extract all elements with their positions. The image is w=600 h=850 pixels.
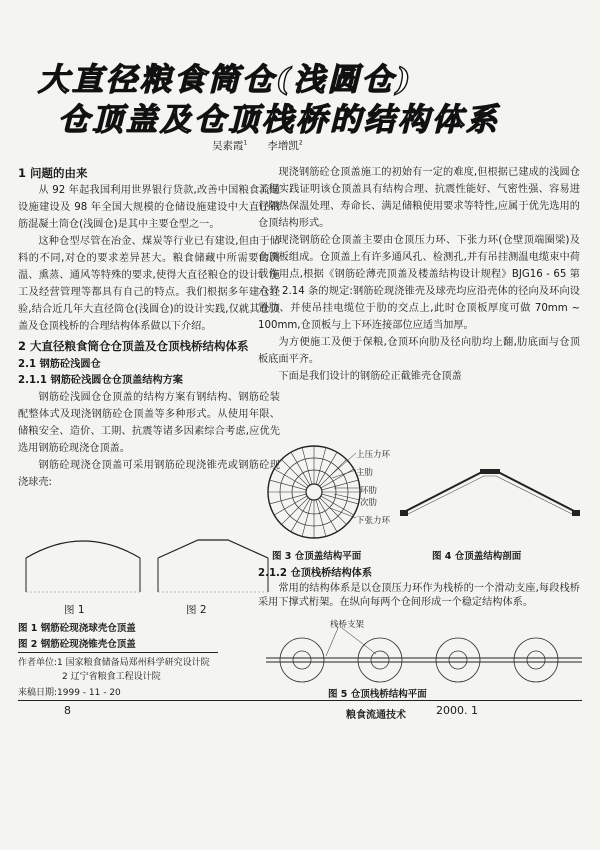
section-1-heading: 1 问题的由来 xyxy=(18,166,88,180)
journal-issue: 2000. 1 xyxy=(436,704,478,717)
figure-3-leader-lines xyxy=(330,448,364,528)
section-2-1-2-paragraph: 常用的结构体系是以仓顶压力环作为栈桥的一个滑动支座,每段栈桥采用下撑式桁架。在纵向每两个仓间形成一个稳定结构体系。 xyxy=(258,583,580,608)
figure-1-2-drawings xyxy=(18,530,280,598)
figure-1-spherical-shell xyxy=(26,541,140,592)
right-paragraph-4: 下面是我们设计的钢筋砼正截锥壳仓顶盖 xyxy=(278,371,462,382)
figure-5-plan xyxy=(266,628,582,684)
right-paragraph-3: 为方便施工及便于保粮,仓顶环向肋及径向肋均上翻,肋底面与仓顶板底面平齐。 xyxy=(258,337,580,365)
figure-5-label: 栈桥支架 xyxy=(330,620,365,630)
section-1-paragraph-2: 这种仓型尽管在冶金、煤炭等行业已有建设,但由于储料的不同,对仓的要求差异甚大。粮食储藏中所需要的测温、熏蒸、通风等特殊的要求,使得大直径粮仓的设计、施工及经营管理等都具有自己的特点。我们根据多年建仓经验,结合近几年大直径筒仓(浅圆仓)的设计实践,仅就其仓顶盖及仓顶栈桥的合理结构体系做以下介绍。 xyxy=(18,236,280,332)
fig3-label-top-ring: 上压力环 xyxy=(356,450,391,460)
figure-5-caption: 图 5 仓顶栈桥结构平面 xyxy=(328,689,427,700)
section-1-paragraph-1: 从 92 年起我国利用世界银行贷款,改善中国粮食流通设施建设及 98 年全国大规模的仓储设施建设中大直径钢筋混凝土筒仓(浅圆仓)是其中主要仓型之一。 xyxy=(18,185,280,230)
author-2: 李增凯 xyxy=(267,140,299,152)
radial-rib xyxy=(270,494,307,504)
fig3-label-main-rib: 主肋 xyxy=(356,468,374,478)
section-2-1-1-paragraph-1: 钢筋砼浅圆仓仓顶盖的结构方案有钢结构、钢筋砼装配整体式及现浇钢筋砼仓顶盖等多种形式。从使用年限、储粮安全、造价、工期、抗震等诸多因素综合考虑,应优先选用钢筋砼现浇仓顶盖。 xyxy=(18,392,280,454)
author-1: 吴素霞 xyxy=(212,140,244,152)
figure-1-caption: 图 1 钢筋砼现浇球壳仓顶盖 xyxy=(18,623,136,634)
author-1-sup: 1 xyxy=(243,139,248,147)
figure-2-caption: 图 2 钢筋砼现浇锥壳仓顶盖 xyxy=(18,639,136,650)
section-2-1-1-paragraph-2: 钢筋砼现浇仓顶盖可采用钢筋砼现浇锥壳或钢筋砼现浇球壳: xyxy=(18,460,280,488)
left-column xyxy=(18,164,280,491)
radial-rib xyxy=(316,448,326,485)
radial-rib xyxy=(316,500,326,537)
figure-1-label: 图 1 xyxy=(64,604,85,616)
page-number: 8 xyxy=(64,704,71,717)
fig3-label-secondary-rib: 次肋 xyxy=(360,498,378,508)
title-line-1: 大直径粮食筒仓(浅圆仓) xyxy=(38,62,414,98)
authors xyxy=(212,138,303,153)
section-2-1-2 xyxy=(258,566,580,610)
figure-2-conical-shell xyxy=(158,540,268,592)
fig3-label-bottom-ring: 下张力环 xyxy=(356,516,391,526)
journal-name: 粮食流通技术 xyxy=(346,710,406,721)
section-2-heading: 2 大直径粮食筒仓仓顶盖及仓顶栈桥结构体系 xyxy=(18,339,249,353)
figure-3-caption: 图 3 仓顶盖结构平面 xyxy=(272,551,362,562)
author-2-sup: 2 xyxy=(298,139,303,147)
right-paragraph-1: 现浇钢筋砼仓顶盖施工的初始有一定的难度,但根据已建成的浅圆仓工程实践证明该仓顶盖具有结构合理、抗震性能好、气密性强、容易进行隔热保温处理、寿命长、满足储粮使用要求等特性,应属于优先选用的仓顶结构形式。 xyxy=(258,167,580,229)
radial-rib xyxy=(302,500,312,537)
received-date: 来稿日期:1999 - 11 - 20 xyxy=(18,688,121,698)
section-2-1-1-heading: 2.1.1 钢筋砼浅圆仓仓顶盖结构方案 xyxy=(18,375,183,386)
title-line-2: 仓顶盖及仓顶栈桥的结构体系 xyxy=(58,102,500,138)
figure-4-caption: 图 4 仓顶盖结构剖面 xyxy=(432,551,522,562)
figure-2-label: 图 2 xyxy=(186,604,207,616)
affiliation-2: 2 辽宁省粮食工程设计院 xyxy=(62,672,161,682)
footnote-rule xyxy=(18,652,218,653)
section-2-1-heading: 2.1 钢筋砼浅圆仓 xyxy=(18,359,101,370)
radial-rib xyxy=(270,480,307,490)
right-column xyxy=(258,164,580,385)
fig3-label-ring-rib: 环肋 xyxy=(360,486,378,496)
section-2-1-2-heading: 2.1.2 仓顶栈桥结构体系 xyxy=(258,568,373,579)
footer-rule xyxy=(18,700,582,701)
figure-4-section xyxy=(400,462,580,522)
radial-rib xyxy=(302,448,312,485)
affiliation-1: 作者单位:1 国家粮食储备局郑州科学研究设计院 xyxy=(18,658,210,668)
right-paragraph-2: 现浇钢筋砼仓顶盖主要由仓顶压力环、下张力环(仓壁顶端圈梁)及仓顶板组成。仓顶盖上有许多通风孔、检测孔,并有吊挂测温电缆束中荷载作用点,根据《钢筋砼薄壳顶盖及楼盖结构设计规程》BJG16 - 65 第六节 2.14 条的规定:钢筋砼现浇锥壳及球壳均应沿壳体的径向及环向设置肋、并使吊挂电缆位于肋的交点上,此时仓顶板厚度可做 70mm ~ 100mm,仓顶板与上下环连接部位应适当加厚。 xyxy=(258,235,580,331)
